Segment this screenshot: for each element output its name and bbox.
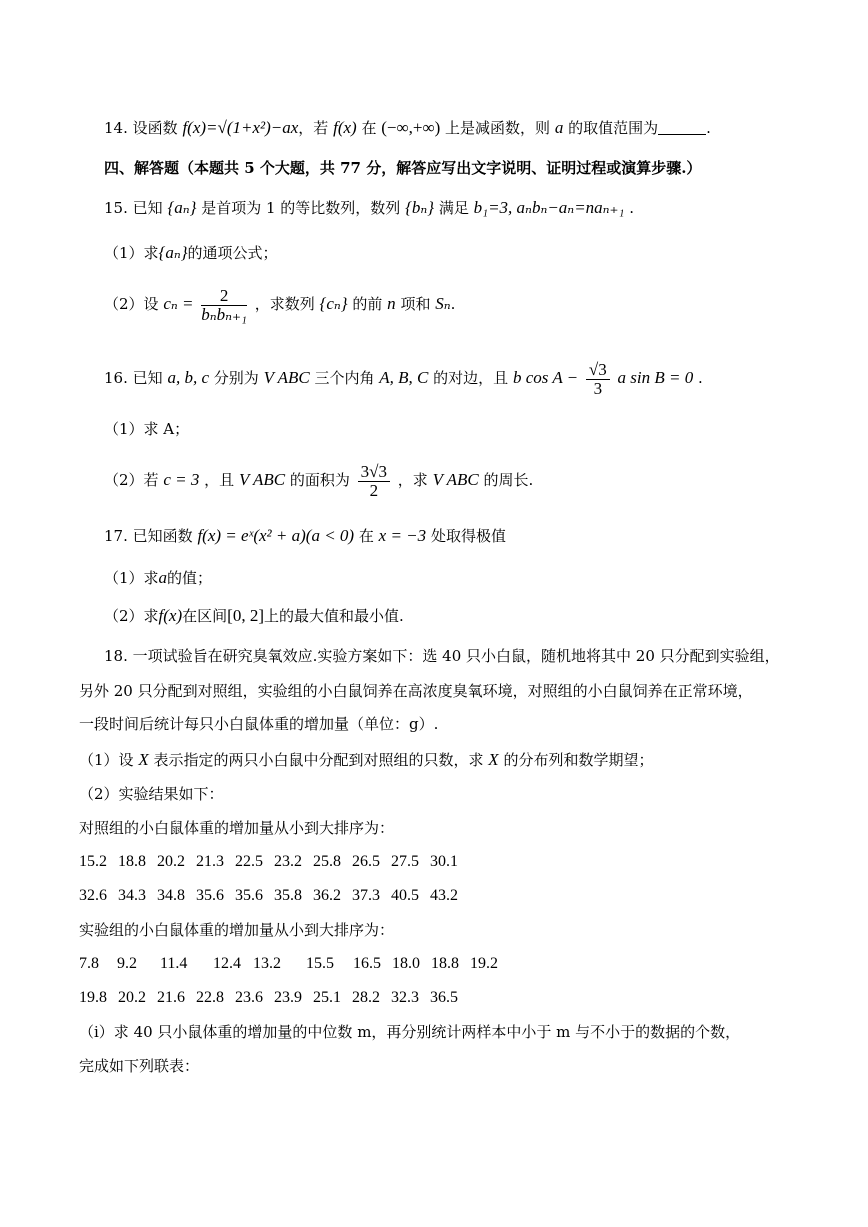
question-16-part-2: （2）若 c = 3 ，且 V ABC 的面积为 $\frac{3√3}{2}$ ，求 V ABC 的周长.	[104, 461, 534, 500]
question-18-line-3: 一段时间后统计每只小白鼠体重的增加量（单位：g）.	[79, 715, 439, 733]
data-value: 26.5	[352, 853, 380, 870]
data-value: 34.8	[157, 887, 185, 904]
data-value: 32.6	[79, 887, 107, 904]
function-formula: f(x)=√(1+x²)−ax	[182, 118, 299, 137]
data-value: 13.2	[253, 955, 281, 972]
data-value: 15.5	[306, 955, 334, 972]
data-value: 21.6	[157, 989, 185, 1006]
question-15-part-2: （2）设 cₙ = $\frac{2}{\text{bₙbₙ₊₁}}$ ，求数列 {cₙ} 的前 n 项和 Sₙ.	[104, 285, 456, 324]
question-18-line-1: 18. 一项试验旨在研究臭氧效应.实验方案如下：选 40 只小白鼠，随机地将其中 20 只分配到实验组，	[104, 647, 780, 665]
data-value: 18.8	[118, 853, 146, 870]
question-18-part-2: （2）实验结果如下：	[79, 785, 224, 803]
data-value: 35.6	[196, 887, 224, 904]
data-value: 36.2	[313, 887, 341, 904]
data-value: 12.4	[213, 955, 241, 972]
data-value: 35.6	[235, 887, 263, 904]
data-value: 19.8	[79, 989, 107, 1006]
data-value: 22.5	[235, 853, 263, 870]
data-value: 27.5	[391, 853, 419, 870]
data-value: 16.5	[353, 955, 381, 972]
data-value: 18.0	[392, 955, 420, 972]
data-value: 32.3	[391, 989, 419, 1006]
data-value: 23.2	[274, 853, 302, 870]
data-value: 15.2	[79, 853, 107, 870]
data-value: 7.8	[79, 955, 99, 972]
data-value: 20.2	[157, 853, 185, 870]
question-18-line-2: 另外 20 只分配到对照组，实验组的小白鼠饲养在高浓度臭氧环境，对照组的小白鼠饲养在正常环境，	[79, 682, 753, 700]
data-value: 11.4	[160, 955, 188, 972]
question-16: 16. 已知 a, b, c 分别为 V ABC 三个内角 A, B, C 的对边，且 b cos A − $\frac{√3}{3}$ a sin B = 0 .	[104, 359, 703, 398]
data-value: 9.2	[117, 955, 137, 972]
control-group-title: 对照组的小白鼠体重的增加量从小到大排序为：	[79, 819, 395, 837]
data-value: 43.2	[430, 887, 458, 904]
data-value: 37.3	[352, 887, 380, 904]
section-heading: 四、解答题（本题共 5 个大题，共 77 分，解答应写出文字说明、证明过程或演算步骤.）	[104, 159, 702, 177]
question-17-part-1: （1）求a的值；	[104, 568, 213, 587]
data-value: 30.1	[430, 853, 458, 870]
data-value: 22.8	[196, 989, 224, 1006]
data-value: 25.8	[313, 853, 341, 870]
data-value: 21.3	[196, 853, 224, 870]
data-value: 34.3	[118, 887, 146, 904]
question-17: 17. 已知函数 f(x) = eˣ(x² + a)(a < 0) 在 x = −3 处取得极值	[104, 526, 506, 545]
question-18-part-2-i-line-1: （i）求 40 只小鼠体重的增加量的中位数 m，再分别统计两样本中小于 m 与不小于的数据的个数，	[79, 1023, 741, 1041]
data-value: 36.5	[430, 989, 458, 1006]
fraction: $\frac{2}{\text{bₙbₙ₊₁}}$	[201, 285, 247, 324]
function-formula: f(x) = eˣ(x² + a)(a < 0)	[197, 526, 355, 545]
answer-blank[interactable]	[658, 120, 706, 135]
data-value: 25.1	[313, 989, 341, 1006]
sequence-condition: b₁=3, aₙbₙ−aₙ=naₙ₊₁	[473, 198, 625, 217]
data-value: 35.8	[274, 887, 302, 904]
data-value: 18.8	[431, 955, 459, 972]
question-number: 14.	[104, 119, 128, 137]
fraction: $\frac{√3}{3}$	[586, 361, 610, 398]
question-15: 15. 已知 {aₙ} 是首项为 1 的等比数列，数列 {bₙ} 满足 b₁=3, aₙbₙ−aₙ=naₙ₊₁ .	[104, 198, 635, 217]
data-value: 23.6	[235, 989, 263, 1006]
data-value: 19.2	[470, 955, 498, 972]
data-value: 40.5	[391, 887, 419, 904]
experiment-group-title: 实验组的小白鼠体重的增加量从小到大排序为：	[79, 921, 395, 939]
question-18-part-1: （1）设 X 表示指定的两只小白鼠中分配到对照组的只数，求 X 的分布列和数学期望；	[79, 750, 654, 769]
data-value: 23.9	[274, 989, 302, 1006]
question-17-part-2: （2）求f(x)在区间[0, 2]上的最大值和最小值.	[104, 606, 404, 625]
question-16-part-1: （1）求 A；	[104, 420, 190, 438]
fraction: $\frac{3√3}{2}$	[358, 463, 390, 500]
question-15-part-1: （1）求{aₙ}的通项公式；	[104, 243, 278, 262]
data-value: 20.2	[118, 989, 146, 1006]
question-14: 14. 设函数 f(x)=√(1+x²)−ax，若 f(x) 在 (−∞,+∞) 上是减函数，则 a 的取值范围为 .	[104, 118, 711, 137]
question-18-part-2-i-line-2: 完成如下列联表：	[79, 1057, 200, 1075]
data-value: 28.2	[352, 989, 380, 1006]
